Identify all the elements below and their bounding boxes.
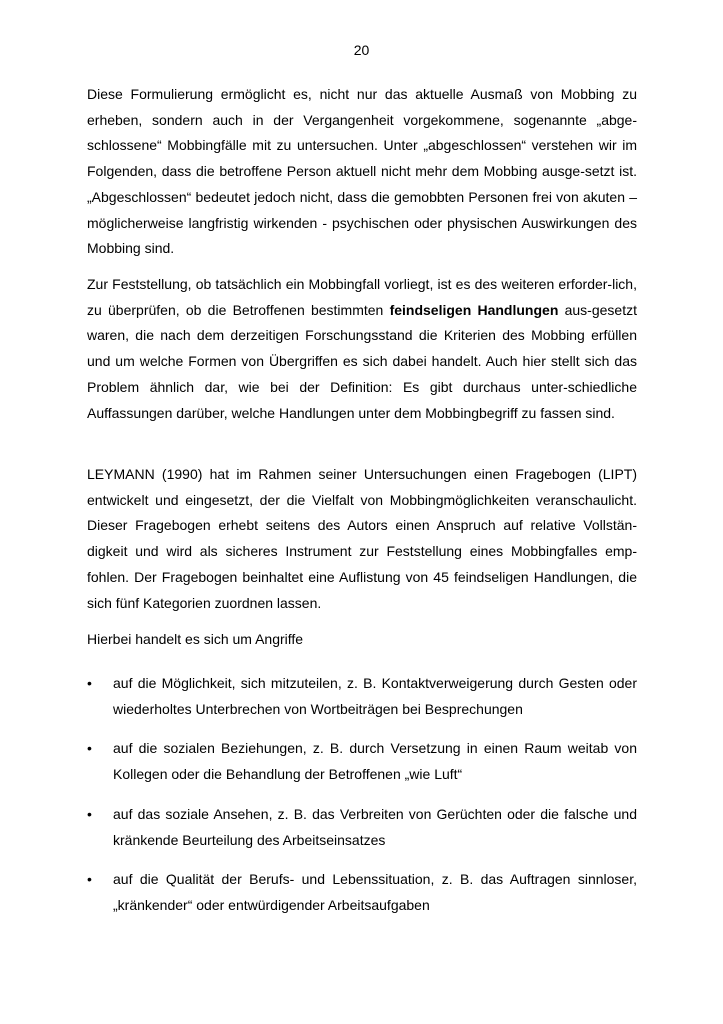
list-item-text: auf die Qualität der Berufs- und Lebenssituation, z. B. das Auftragen sinnloser, „kränkender“ oder entwürdigender Arbeitsaufgaben <box>113 871 637 913</box>
list-item-text: auf die Möglichkeit, sich mitzuteilen, z. B. Kontaktverweigerung durch Gesten oder wiederholtes Unterbrechen von Wortbeiträgen bei Besprechungen <box>113 675 637 717</box>
paragraph-feststellung-text-start: Zur Feststellung, ob tatsächlich ein Mobbingfall vorliegt, ist es des weiteren erforder-lich, zu überprüfen, ob die Betroffenen bestimmten <box>87 276 637 318</box>
paragraph-leymann: LEYMANN (1990) hat im Rahmen seiner Untersuchungen einen Fragebogen (LIPT) entwickelt und eingesetzt, der die Vielfalt von Mobbingmöglichkeiten veranschaulicht. Dieser Fragebogen erhebt seitens des Autors einen Anspruch auf relative Vollstän-digkeit und wird als sicheres Instrument zur Feststellung eines Mobbingfalles emp-fohlen. Der Fragebogen beinhaltet eine Auflistung von 45 feindseligen Handlungen, die sich fünf Kategorien zuordnen lassen. <box>87 466 637 611</box>
list-item-text: auf die sozialen Beziehungen, z. B. durch Versetzung in einen Raum weitab von Kollegen oder die Behandlung der Betroffenen „wie Luft“ <box>113 740 637 782</box>
paragraph-feststellung-text-end: aus-gesetzt waren, die nach dem derzeitigen Forschungsstand die Kriterien des Mobbing erfüllen und um welche Formen von Übergriffen es sich dabei handelt. Auch hier stellt sich das Problem ähnlich dar, wie bei der Definition: Es gibt durchaus unter-schiedliche Auffassungen darüber, welche Handlungen unter dem Mobbingbegriff zu fassen sind. <box>87 301 637 421</box>
bullet-icon: • <box>87 871 92 887</box>
bullet-icon: • <box>87 806 92 822</box>
paragraph-formulierung: Diese Formulierung ermöglicht es, nicht nur das aktuelle Ausmaß von Mobbing zu erheben, sondern auch in der Vergangenheit vorgekommene, sogenannte „abge-schlossene“ Mobbingfälle mit zu untersuchen. Unter „abgeschlossen“ verstehen wir im Folgenden, dass die betroffene Person aktuell nicht mehr dem Mobbing ausge-setzt ist. „Abgeschlossen“ bedeutet jedoch nicht, dass die gemobbten Personen frei von akuten – möglicherweise langfristig wirkenden - psychischen oder physischen Auswirkungen des Mobbing sind. <box>87 86 637 257</box>
emphasis-feindselige-handlungen: feindseligen Handlungen <box>389 301 559 318</box>
bullet-icon: • <box>87 675 92 691</box>
bullet-icon: • <box>87 740 92 756</box>
page-number: 20 <box>353 42 370 58</box>
list-item-text: auf das soziale Ansehen, z. B. das Verbreiten von Gerüchten oder die falsche und kränkende Beurteilung des Arbeitseinsatzes <box>113 806 637 848</box>
paragraph-feststellung <box>87 272 637 426</box>
paragraph-angriffe-intro: Hierbei handelt es sich um Angriffe <box>87 631 304 647</box>
